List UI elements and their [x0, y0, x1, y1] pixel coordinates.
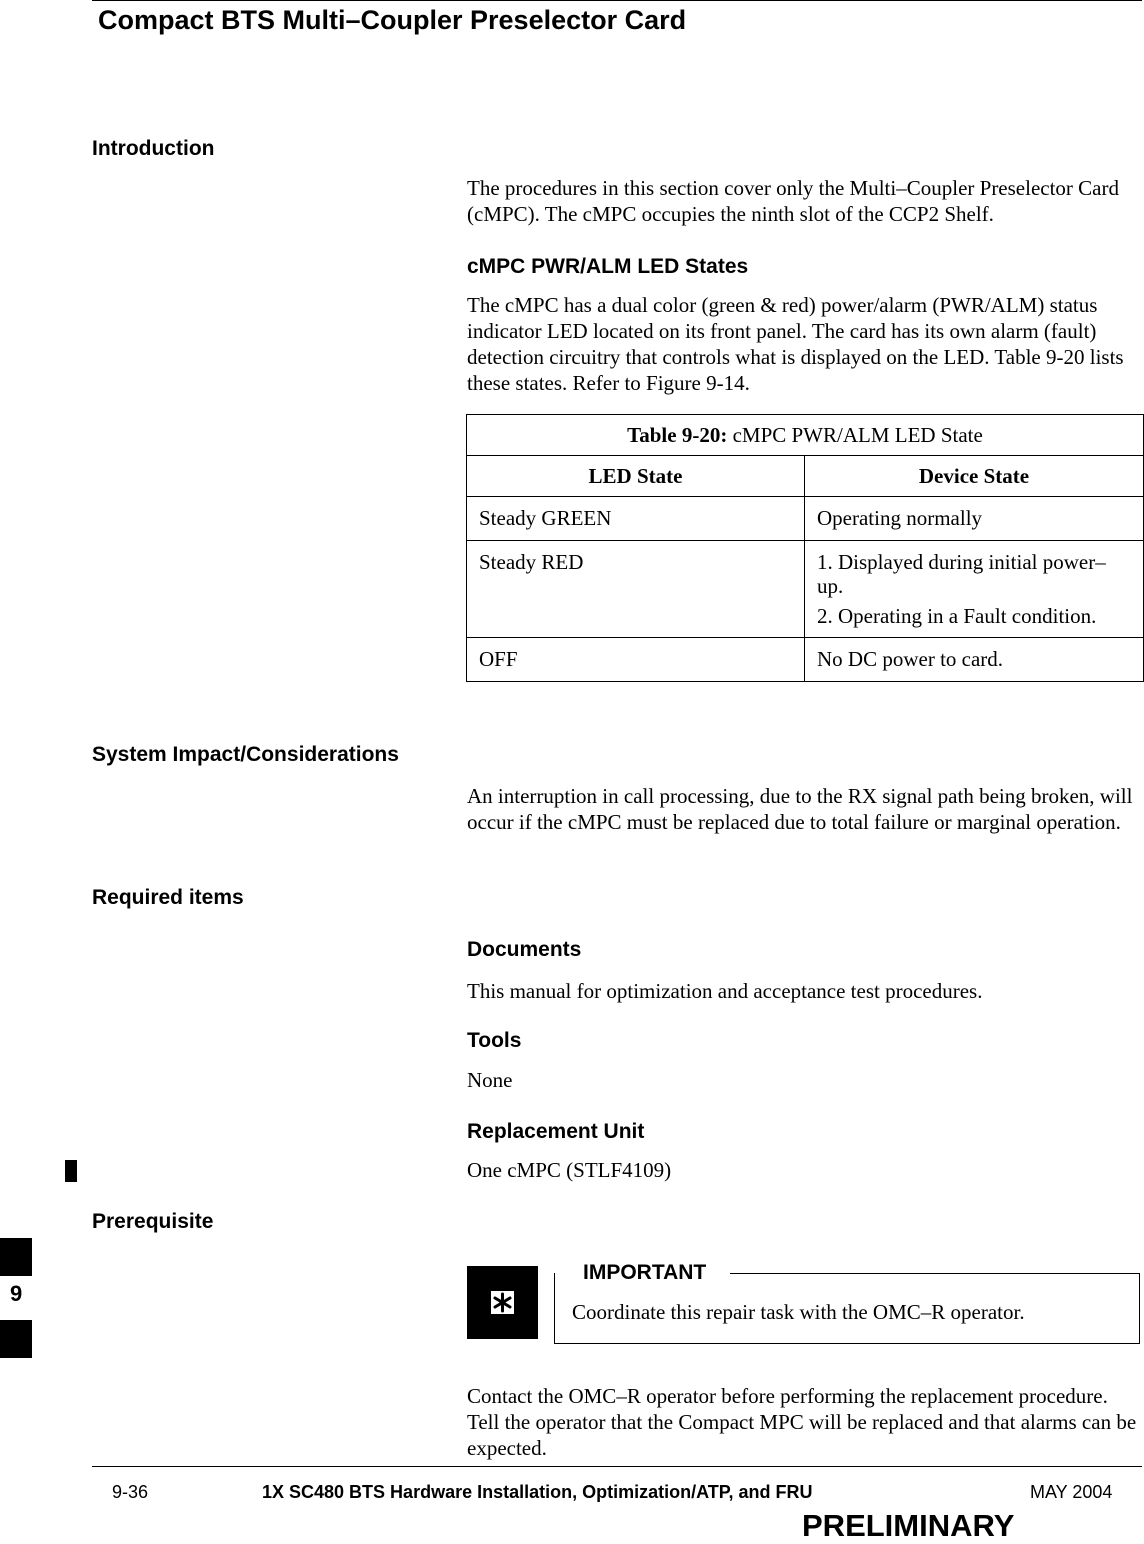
important-box-top-rule [730, 1273, 1139, 1274]
table-caption-text: cMPC PWR/ALM LED State [727, 422, 983, 447]
replacement-unit-heading: Replacement Unit [467, 1120, 645, 1143]
side-tab-bottom [0, 1320, 32, 1358]
required-items-heading: Required items [92, 886, 244, 909]
tools-text: None [467, 1068, 513, 1092]
device-state-cell: No DC power to card. [805, 638, 1144, 682]
tools-heading: Tools [467, 1029, 522, 1052]
table-caption-label: Table 9-20: [627, 422, 728, 447]
impact-heading: System Impact/Considerations [92, 743, 399, 766]
led-states-heading: cMPC PWR/ALM LED States [467, 255, 749, 278]
table-row [467, 638, 1144, 682]
device-state-cell [805, 541, 1144, 638]
side-tab-chapter: 9 [10, 1281, 23, 1306]
asterisk-icon [467, 1266, 538, 1339]
column-header-device-state: Device State [805, 456, 1144, 497]
intro-heading: Introduction [92, 137, 215, 160]
footer-date: MAY 2004 [1030, 1482, 1113, 1502]
important-label: IMPORTANT [583, 1261, 707, 1284]
impact-text: An interruption in call processing, due to the RX signal path being broken, will occur if the cMPC must be replaced due to total failure or marginal operation. [467, 784, 1133, 834]
footer-rule [92, 1466, 1142, 1467]
change-bar [65, 1160, 77, 1182]
led-state-cell: Steady GREEN [467, 497, 805, 541]
led-state-table [466, 414, 1144, 682]
led-states-text: The cMPC has a dual color (green & red) power/alarm (PWR/ALM) status indicator LED located on its front panel. The card has its own alarm (fault) detection circuitry that controls what is displayed on the LED. Table 9-20 lists these states. Refer to Figure 9-14. [467, 293, 1124, 395]
side-tab-top [0, 1238, 32, 1276]
device-state-line: 2. Operating in a Fault condition. [817, 604, 1097, 628]
page-header-title: Compact BTS Multi–Coupler Preselector Card [98, 5, 687, 35]
column-header-led-state: LED State [467, 456, 805, 497]
table-row [467, 541, 1144, 638]
intro-text: The procedures in this section cover only the Multi–Coupler Preselector Card (cMPC). The cMPC occupies the ninth slot of the CCP2 Shelf. [467, 176, 1119, 226]
footer-doc-title: 1X SC480 BTS Hardware Installation, Optimization/ATP, and FRU [262, 1482, 813, 1502]
header-rule [92, 0, 1142, 1]
device-state-line: 1. Displayed during initial power– up. [817, 550, 1106, 598]
important-text: Coordinate this repair task with the OMC–R operator. [572, 1300, 1025, 1324]
footer-page-number: 9-36 [112, 1482, 149, 1502]
led-state-cell: Steady RED [467, 541, 805, 638]
documents-text: This manual for optimization and acceptance test procedures. [467, 979, 983, 1003]
prerequisite-heading: Prerequisite [92, 1210, 214, 1233]
documents-heading: Documents [467, 938, 582, 961]
led-state-cell: OFF [467, 638, 805, 682]
device-state-cell: Operating normally [805, 497, 1144, 541]
prerequisite-text: Contact the OMC–R operator before performing the replacement procedure. Tell the operator that the Compact MPC will be replaced and that alarms can be expected. [467, 1384, 1137, 1460]
table-caption [467, 415, 1144, 456]
replacement-unit-text: One cMPC (STLF4109) [467, 1158, 672, 1182]
footer-preliminary: PRELIMINARY [802, 1508, 1015, 1543]
table-row [467, 497, 1144, 541]
